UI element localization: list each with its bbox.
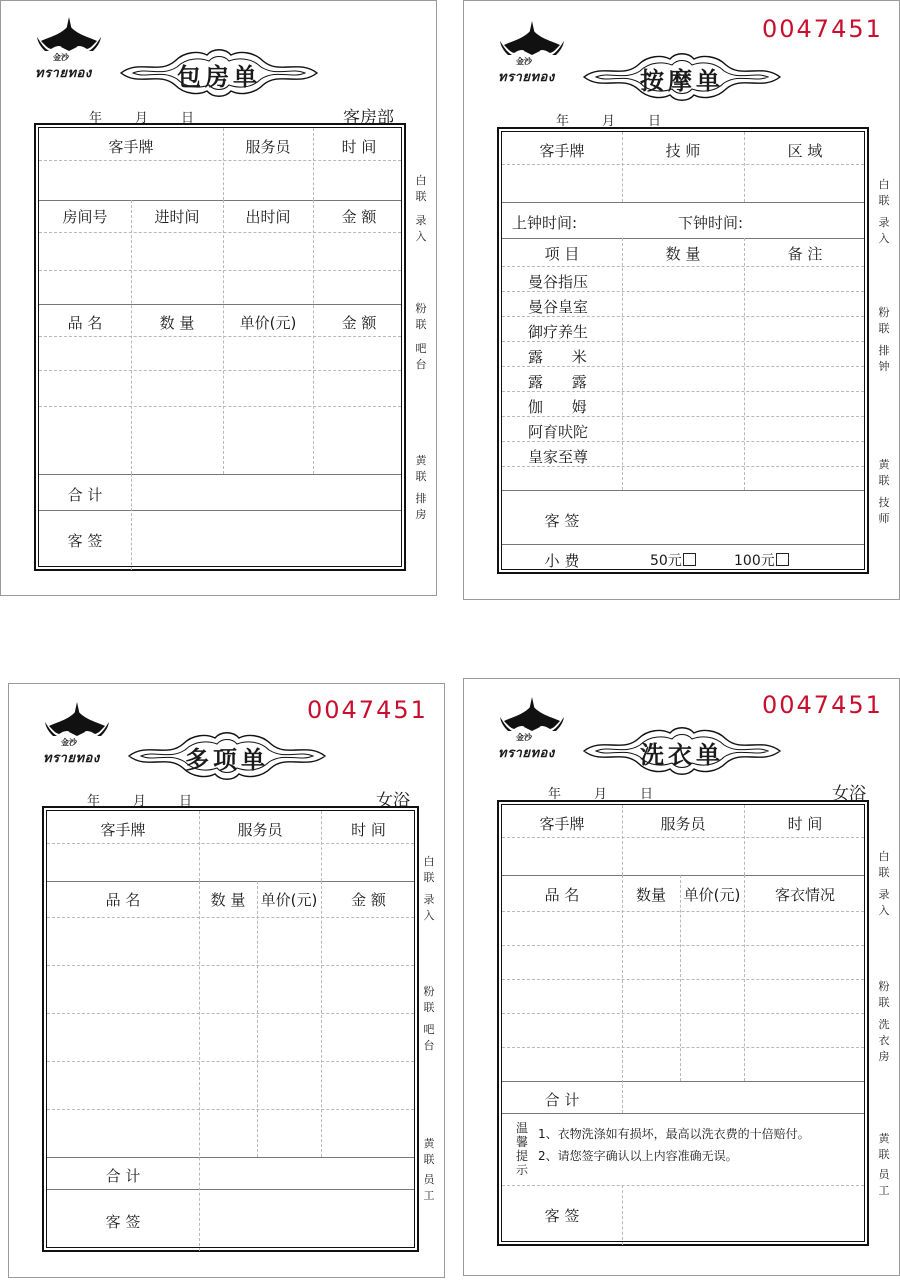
header-item-name: 品 名 xyxy=(105,891,141,909)
laundry-form-table xyxy=(497,800,869,1246)
header-remarks: 备 注 xyxy=(787,245,823,263)
copy-yellow-use: 员工 xyxy=(423,1173,435,1202)
brand-logo-cn: 金沙 xyxy=(516,732,532,742)
end-time-label: 下钟时间: xyxy=(678,214,744,232)
copy-white-color: 白联 xyxy=(878,850,890,879)
header-technician: 技 师 xyxy=(665,142,701,160)
sign-label: 客 签 xyxy=(544,512,580,530)
copy-white-color: 白联 xyxy=(423,855,435,884)
date-month-label: 月 xyxy=(602,114,616,129)
header-card: 客手牌 xyxy=(539,815,585,833)
copy-white-use: 录入 xyxy=(423,893,435,922)
multi-item-form-sheet xyxy=(8,683,445,1278)
sign-label: 客 签 xyxy=(544,1207,580,1225)
brand-logo xyxy=(35,15,103,85)
room-form-sheet xyxy=(0,0,437,596)
date-day-label: 日 xyxy=(179,794,193,809)
service-item: 曼谷皇室 xyxy=(528,298,589,316)
header-item-name: 品 名 xyxy=(544,886,580,904)
form-title: 多项单 xyxy=(185,745,269,774)
header-in-time: 进时间 xyxy=(154,208,200,226)
header-amount: 金 额 xyxy=(351,891,386,909)
header-card: 客手牌 xyxy=(108,138,154,156)
header-service: 项 目 xyxy=(544,245,580,263)
header-card: 客手牌 xyxy=(539,142,585,160)
department-label: 女浴 xyxy=(376,791,410,811)
temple-logo-icon xyxy=(43,700,111,740)
title-frame xyxy=(582,723,782,779)
service-item: 曼谷指压 xyxy=(528,273,589,291)
brand-logo xyxy=(498,695,566,765)
header-waiter: 服务员 xyxy=(237,821,283,839)
header-clothes-condition: 客衣情况 xyxy=(774,886,835,904)
tip-line-2: 2、请您签字确认以上内容准确无误。 xyxy=(538,1149,738,1163)
tip-line-1: 1、衣物洗涤如有损坏，最高以洗衣费的十倍赔付。 xyxy=(538,1127,810,1141)
total-label: 合 计 xyxy=(67,486,103,504)
copy-white-use: 录入 xyxy=(878,216,890,245)
massage-form-table xyxy=(497,127,869,574)
header-quantity: 数 量 xyxy=(159,314,195,332)
copy-white-use: 录入 xyxy=(878,888,890,917)
department-label: 女浴 xyxy=(832,784,866,804)
date-year-label: 年 xyxy=(548,787,562,802)
service-item: 露 露 xyxy=(528,373,599,391)
multi-item-form-table xyxy=(42,806,419,1252)
copy-yellow-use: 员工 xyxy=(878,1168,890,1197)
title-frame xyxy=(582,49,782,105)
header-quantity: 数量 xyxy=(635,886,666,904)
date-year-label: 年 xyxy=(556,114,570,129)
header-out-time: 出时间 xyxy=(245,208,291,226)
header-unit-price: 单价(元) xyxy=(683,886,741,904)
header-amount-2: 金 额 xyxy=(341,314,377,332)
form-title: 洗衣单 xyxy=(640,740,724,769)
header-time: 时 间 xyxy=(787,815,823,833)
header-amount: 金 额 xyxy=(341,208,377,226)
date-day-label: 日 xyxy=(181,111,195,126)
tip-option-50-label: 50元 xyxy=(650,553,682,569)
header-area: 区 域 xyxy=(787,142,823,160)
tip-option-50[interactable] xyxy=(650,550,696,570)
copy-white-color: 白联 xyxy=(415,174,427,203)
form-title: 按摩单 xyxy=(640,66,724,95)
date-month-label: 月 xyxy=(594,787,608,802)
copy-yellow-use: 排房 xyxy=(415,492,427,521)
laundry-form-sheet xyxy=(463,678,900,1276)
copy-pink-use: 洗衣房 xyxy=(878,1018,890,1063)
brand-logo xyxy=(498,19,566,89)
header-quantity: 数 量 xyxy=(210,891,246,909)
copy-pink-color: 粉联 xyxy=(878,306,890,335)
service-item: 伽 姆 xyxy=(528,398,599,416)
header-quantity: 数 量 xyxy=(665,245,701,263)
brand-logo-cn: 金沙 xyxy=(61,737,77,747)
date-year-label: 年 xyxy=(89,111,103,126)
total-label: 合 计 xyxy=(105,1167,141,1185)
date-day-label: 日 xyxy=(640,787,654,802)
service-item: 阿育吠陀 xyxy=(528,423,589,441)
service-item: 皇家至尊 xyxy=(528,448,589,466)
brand-logo-thai: ทรายทอง xyxy=(35,66,92,81)
date-month-label: 月 xyxy=(135,111,149,126)
department-label: 客房部 xyxy=(343,108,394,128)
copy-pink-use: 吧台 xyxy=(423,1023,435,1052)
copy-pink-use: 吧台 xyxy=(415,342,427,371)
brand-logo-thai: ทรายทอง xyxy=(43,751,100,766)
sign-label: 客 签 xyxy=(105,1213,141,1231)
title-frame xyxy=(127,728,327,784)
header-waiter: 服务员 xyxy=(660,815,706,833)
copy-pink-color: 粉联 xyxy=(878,980,890,1009)
copy-pink-color: 粉联 xyxy=(415,302,427,331)
copy-yellow-color: 黄联 xyxy=(878,458,890,487)
serial-number: 0047451 xyxy=(762,691,883,719)
serial-number: 0047451 xyxy=(307,696,428,724)
copy-white-use: 录入 xyxy=(415,214,427,243)
checkbox-icon[interactable] xyxy=(683,553,696,566)
brand-logo-thai: ทรายทอง xyxy=(498,746,555,761)
copy-yellow-color: 黄联 xyxy=(878,1132,890,1161)
brand-logo-thai: ทรายทอง xyxy=(498,70,555,85)
tips-label: 温馨提示 xyxy=(515,1121,528,1177)
header-item-name: 品 名 xyxy=(67,314,103,332)
serial-number: 0047451 xyxy=(762,15,883,43)
header-waiter: 服务员 xyxy=(245,138,291,156)
massage-form-sheet xyxy=(463,0,900,600)
header-time: 时 间 xyxy=(341,138,377,156)
sign-label: 客 签 xyxy=(67,532,103,550)
title-frame xyxy=(119,45,319,101)
total-label: 合 计 xyxy=(544,1091,580,1109)
copy-pink-use: 排钟 xyxy=(878,344,890,373)
tip-option-100[interactable] xyxy=(734,550,789,570)
header-unit-price: 单价(元) xyxy=(239,314,297,332)
checkbox-icon[interactable] xyxy=(776,553,789,566)
header-card: 客手牌 xyxy=(100,821,146,839)
header-unit-price: 单价(元) xyxy=(260,891,318,909)
header-time: 时 间 xyxy=(351,821,386,839)
temple-logo-icon xyxy=(498,19,566,59)
brand-logo xyxy=(43,700,111,770)
copy-yellow-color: 黄联 xyxy=(423,1137,435,1166)
temple-logo-icon xyxy=(35,15,103,55)
copy-pink-color: 粉联 xyxy=(423,985,435,1014)
tip-option-100-label: 100元 xyxy=(734,553,775,569)
tip-label: 小 费 xyxy=(544,552,580,570)
service-item: 御疗养生 xyxy=(528,323,589,341)
start-time-label: 上钟时间: xyxy=(512,214,578,232)
date-day-label: 日 xyxy=(648,114,662,129)
copy-white-color: 白联 xyxy=(878,178,890,207)
service-item: 露 米 xyxy=(528,348,599,366)
copy-yellow-use: 技师 xyxy=(878,496,890,525)
brand-logo-cn: 金沙 xyxy=(53,52,69,62)
header-room-no: 房间号 xyxy=(62,208,108,226)
date-year-label: 年 xyxy=(87,794,101,809)
room-form-table xyxy=(34,123,406,571)
brand-logo-cn: 金沙 xyxy=(516,56,532,66)
form-title: 包房单 xyxy=(177,62,261,91)
copy-yellow-color: 黄联 xyxy=(415,454,427,483)
date-month-label: 月 xyxy=(133,794,147,809)
temple-logo-icon xyxy=(498,695,566,735)
